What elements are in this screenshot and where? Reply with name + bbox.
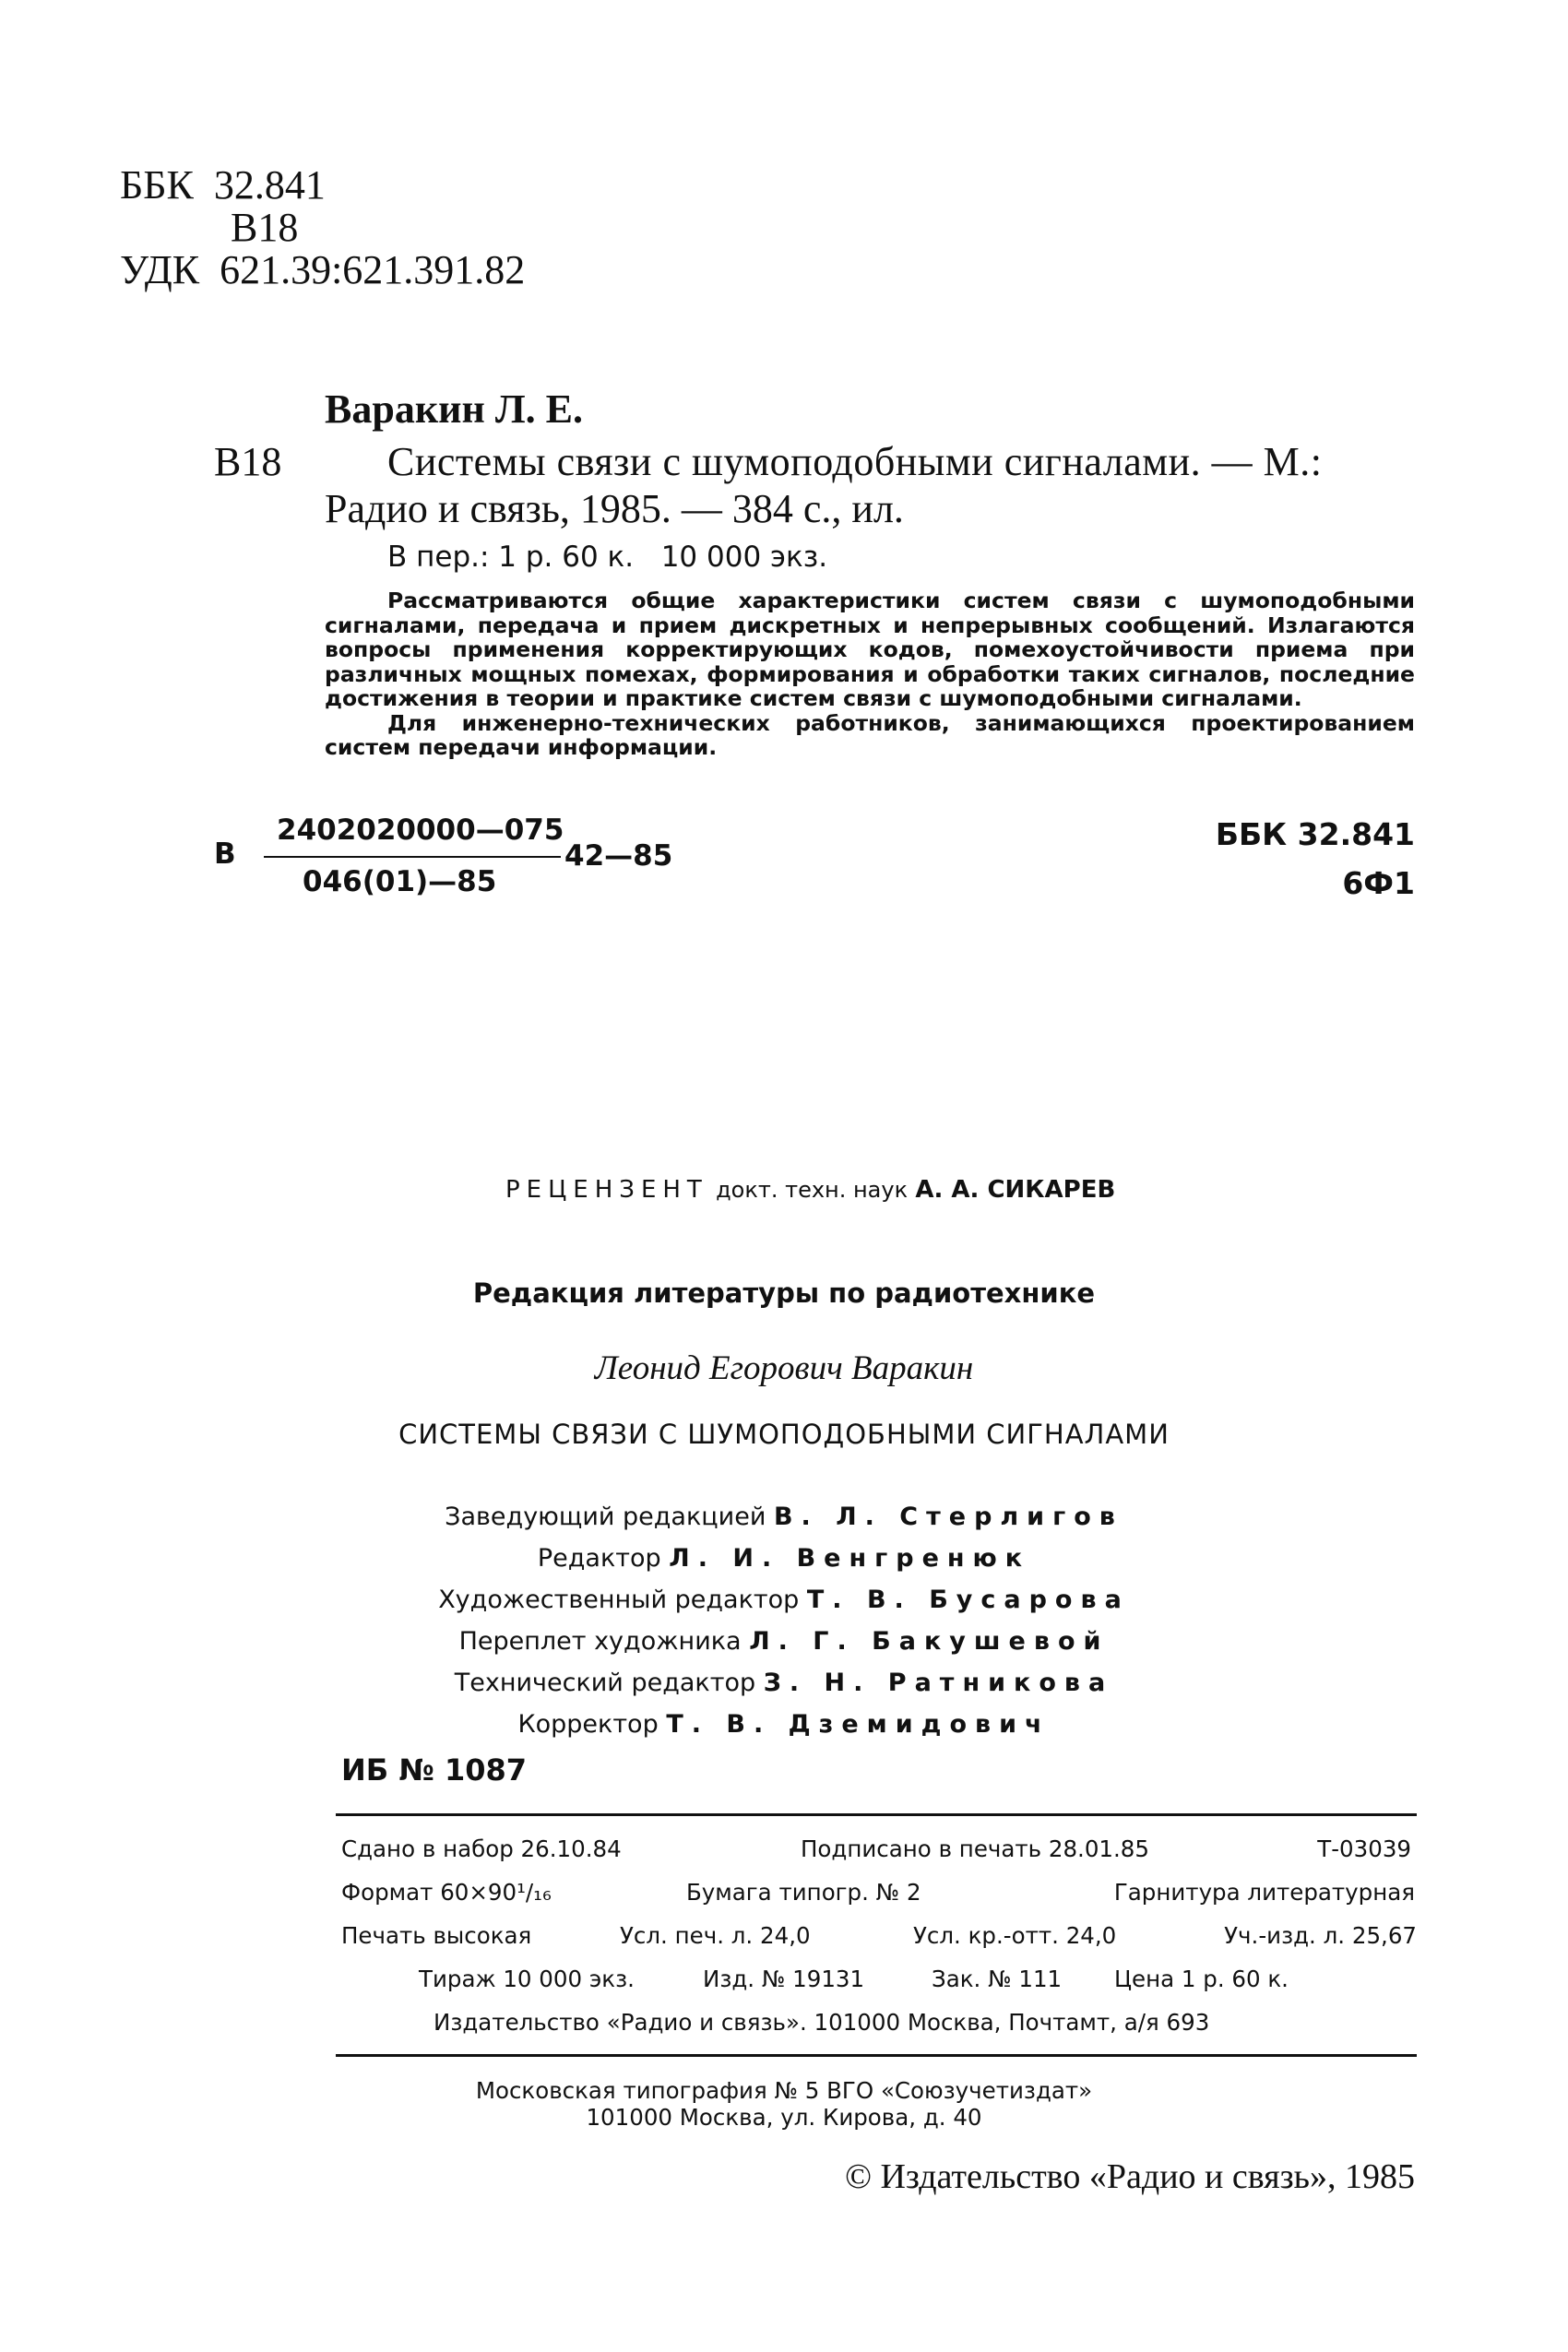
author-heading: Варакин Л. Е. — [325, 386, 584, 432]
reviewer-label: РЕЦЕНЗЕНТ — [505, 1176, 708, 1204]
author-mark: В18 — [231, 205, 299, 250]
staff-row — [0, 1496, 1568, 1538]
bbk-label: ББК — [120, 162, 194, 208]
imprint-row-3-c: Усл. кр.-отт. 24,0 — [913, 1922, 1117, 1949]
imprint-row-2-c: Гарнитура литературная — [1113, 1879, 1415, 1906]
imprint-row-2-a: Формат 60×90¹/₁₆ — [341, 1879, 552, 1906]
price-line: В пер.: 1 р. 60 к. 10 000 экз. — [387, 540, 828, 574]
imprint-row-4-a: Тираж 10 000 экз. — [419, 1966, 635, 1992]
imprint-row-1-a: Сдано в набор 26.10.84 — [341, 1835, 622, 1862]
staff-role: Корректор — [517, 1710, 659, 1739]
catalog-author-mark: В18 — [214, 439, 282, 484]
staff-row — [0, 1704, 1568, 1745]
index-suffix: 42—85 — [564, 839, 673, 873]
index-subject-code: 6Ф1 — [1342, 865, 1415, 901]
ib-number: ИБ № 1087 — [341, 1752, 528, 1788]
printer-line-2: 101000 Москва, ул. Кирова, д. 40 — [586, 2104, 982, 2131]
index-prefix: В — [214, 837, 236, 871]
imprint-row-2-b: Бумага типогр. № 2 — [686, 1879, 921, 1906]
staff-row — [0, 1662, 1568, 1704]
annotation-text: Рассматриваются общие характеристики систем связи с шумоподобными сигналами, передача и прием дискретных и непрерывных сообщений. Излагаются вопросы применения корректирующих кодов, помехоустойчивости приема при различных мощных помехах, формирования и обработки таких сигналов, последние достижения в теории и практике систем связи с шумоподобными сигналами. — [325, 588, 1415, 711]
bbk-line — [120, 164, 525, 207]
staff-name: Л. Г. Бакушевой — [749, 1627, 1110, 1656]
author-full-name: Леонид Егорович Варакин — [594, 1349, 974, 1387]
imprint-bottom-rule — [336, 2054, 1417, 2057]
staff-name: Т. В. Дземидович — [666, 1710, 1051, 1739]
catalog-title-line-2: Радио и связь, 1985. — 384 с., ил. — [325, 486, 904, 531]
staff-name: З. Н. Ратникова — [763, 1669, 1114, 1697]
staff-row — [0, 1621, 1568, 1662]
classification-block — [120, 164, 525, 291]
imprint-row-3-b: Усл. печ. л. 24,0 — [620, 1922, 811, 1949]
index-numerator: 2402020000—075 — [277, 814, 564, 847]
staff-role: Переплет художника — [458, 1627, 742, 1656]
index-bbk: ББК 32.841 — [1215, 816, 1415, 852]
staff-role: Художественный редактор — [438, 1586, 800, 1614]
imprint-row-3-d: Уч.-изд. л. 25,67 — [1224, 1922, 1417, 1949]
book-title-caps: СИСТЕМЫ СВЯЗИ С ШУМОПОДОБНЫМИ СИГНАЛАМИ — [398, 1419, 1170, 1450]
imprint-row-4-c: Зак. № 111 — [932, 1966, 1063, 1992]
annotation-block — [325, 588, 1415, 760]
udk-code: 621.39:621.391.82 — [220, 247, 526, 292]
author-mark-line — [120, 207, 525, 249]
staff-name: Т. В. Бусарова — [806, 1586, 1130, 1614]
copyright-line: © Издательство «Радио и связь», 1985 — [845, 2157, 1415, 2196]
udk-line — [120, 249, 525, 291]
staff-name: В. Л. Стерлигов — [773, 1503, 1123, 1531]
staff-role: Редактор — [537, 1544, 661, 1573]
imprint-row-1-c: Т-03039 — [1317, 1835, 1411, 1862]
staff-row — [0, 1579, 1568, 1621]
staff-list — [0, 1496, 1568, 1745]
audience-text: Для инженерно-технических работников, занимающихся проектированием систем передачи информации. — [325, 709, 1415, 760]
reviewer-degree: докт. техн. наук — [716, 1177, 909, 1203]
index-denominator: 046(01)—85 — [303, 865, 497, 898]
publisher-address: Издательство «Радио и связь». 101000 Москва, Почтамт, а/я 693 — [434, 2009, 1210, 2036]
imprint-row-3-a: Печать высокая — [341, 1922, 532, 1949]
staff-name: Л. И. Венгренюк — [669, 1544, 1031, 1573]
bbk-code: 32.841 — [213, 162, 326, 208]
index-fraction-bar — [264, 856, 561, 858]
staff-role: Заведующий редакцией — [445, 1503, 766, 1531]
udk-label: УДК — [120, 247, 200, 292]
staff-role: Технический редактор — [454, 1669, 756, 1697]
imprint-top-rule — [336, 1813, 1417, 1816]
reviewer-name: А. А. СИКАРЕВ — [915, 1176, 1116, 1204]
editorial-line: Редакция литературы по радиотехнике — [472, 1277, 1096, 1309]
imprint-row-4-d: Цена 1 р. 60 к. — [1114, 1966, 1289, 1992]
reviewer-line — [505, 1176, 1115, 1204]
staff-row — [0, 1538, 1568, 1579]
printer-line-1: Московская типография № 5 ВГО «Союзучетиздат» — [475, 2077, 1093, 2104]
imprint-row-1-b: Подписано в печать 28.01.85 — [801, 1835, 1149, 1862]
imprint-row-4-b: Изд. № 19131 — [703, 1966, 865, 1992]
catalog-title-line-1: Системы связи с шумоподобными сигналами. — М.: — [387, 439, 1323, 484]
